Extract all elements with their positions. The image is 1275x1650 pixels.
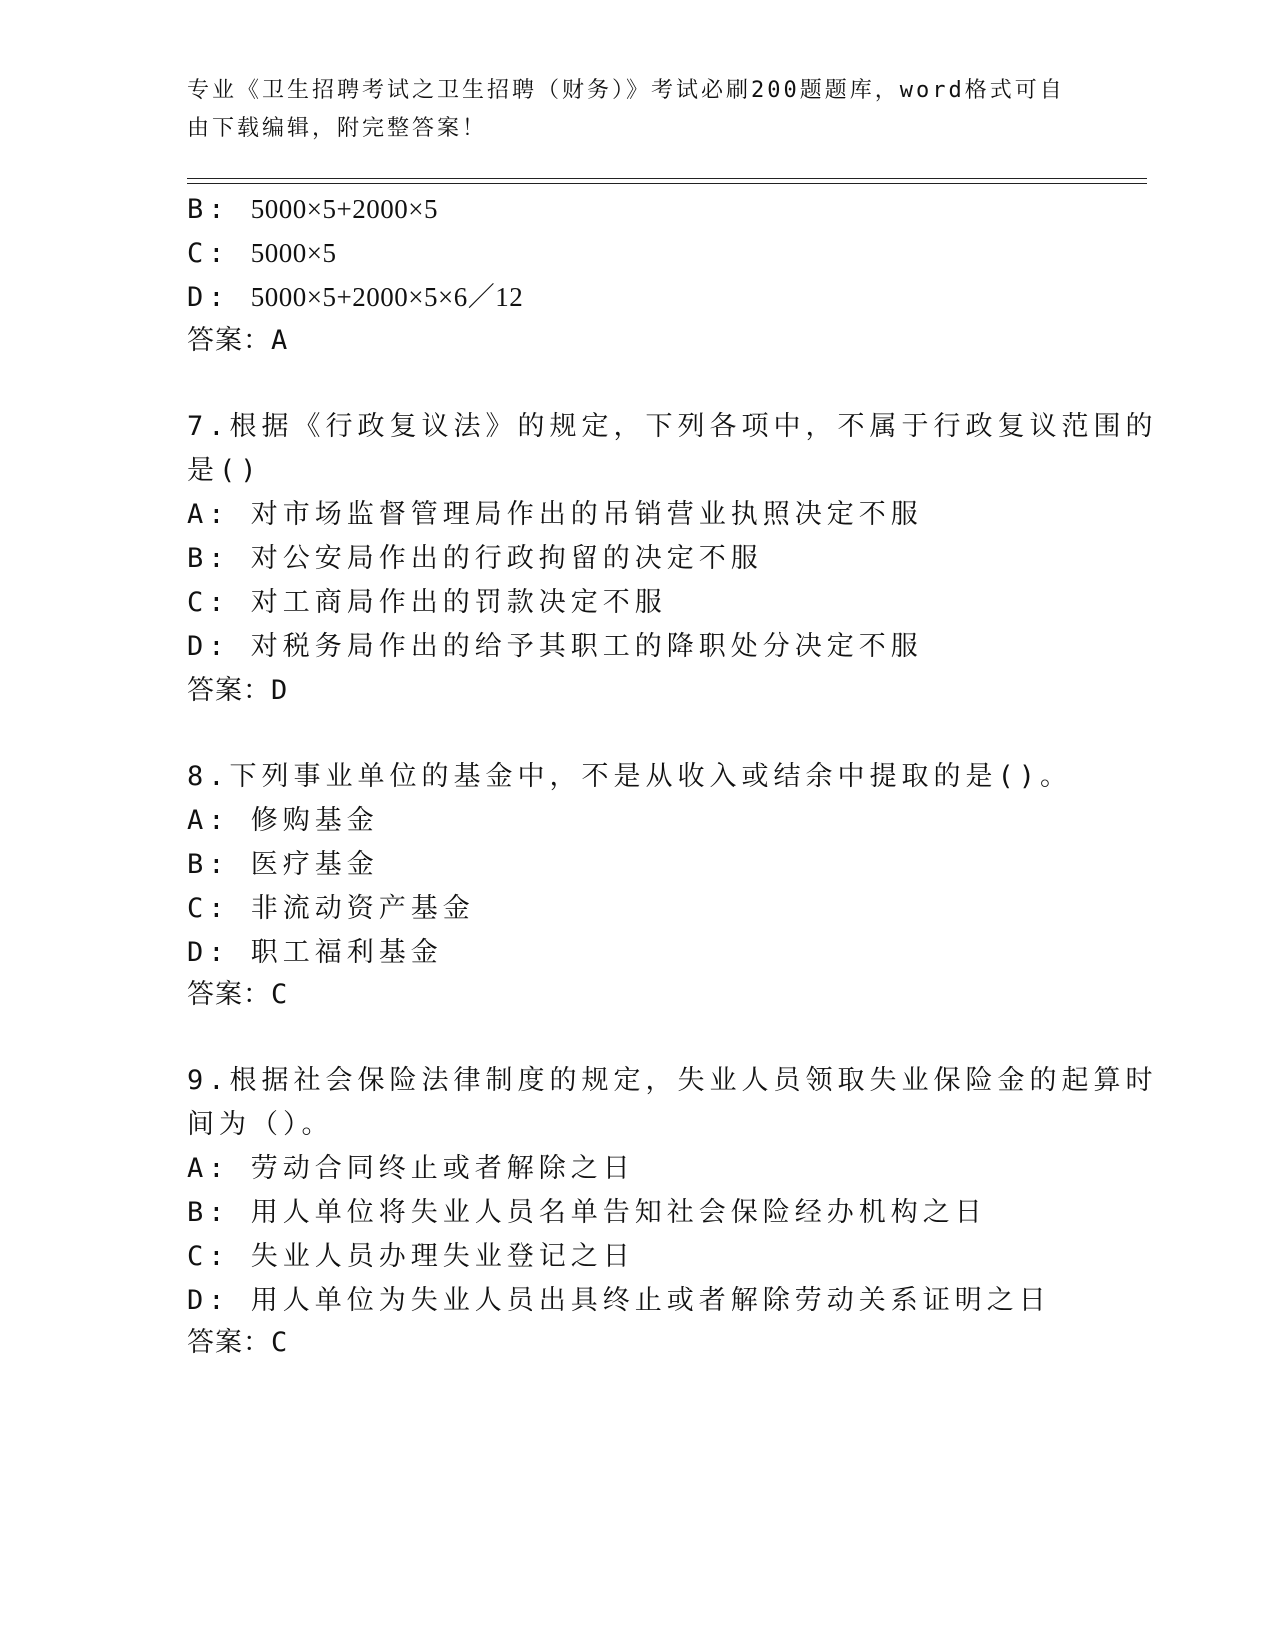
question-9-option-c: C: 失业人员办理失业登记之日 <box>187 1241 635 1272</box>
prev-option-d: D: 5000×5+2000×5×6／12 <box>187 282 524 313</box>
header-divider-bottom <box>187 183 1147 184</box>
question-9-option-d: D: 用人单位为失业人员出具终止或者解除劳动关系证明之日 <box>187 1285 1051 1316</box>
header-line-2: 由下载编辑，附完整答案！ <box>187 116 488 141</box>
question-8-answer: 答案：C <box>187 979 289 1010</box>
question-7-option-a: A: 对市场监督管理局作出的吊销营业执照决定不服 <box>187 499 923 530</box>
question-7-stem-line-1: 7.根据《行政复议法》的规定，下列各项中，不属于行政复议范围的 <box>187 411 1158 442</box>
question-7-option-d: D: 对税务局作出的给予其职工的降职处分决定不服 <box>187 631 923 662</box>
question-8-option-d: D: 职工福利基金 <box>187 937 443 968</box>
document-header <box>187 72 1067 148</box>
question-7-option-b: B: 对公安局作出的行政拘留的决定不服 <box>187 543 763 574</box>
prev-answer: 答案：A <box>187 325 289 356</box>
header-line-1: 专业《卫生招聘考试之卫生招聘（财务）》考试必刷200题题库，word格式可自 <box>187 78 1065 103</box>
question-7-answer: 答案：D <box>187 675 289 706</box>
prev-option-b: B: 5000×5+2000×5 <box>187 194 438 225</box>
header-divider-top <box>187 178 1147 179</box>
question-7-stem-line-2: 是() <box>187 455 262 486</box>
question-7-option-c: C: 对工商局作出的罚款决定不服 <box>187 587 667 618</box>
question-9-stem-line-1: 9.根据社会保险法律制度的规定，失业人员领取失业保险金的起算时 <box>187 1065 1158 1096</box>
question-8-option-a: A: 修购基金 <box>187 805 379 836</box>
question-9-option-b: B: 用人单位将失业人员名单告知社会保险经办机构之日 <box>187 1197 987 1228</box>
question-8-stem-line-1: 8.下列事业单位的基金中，不是从收入或结余中提取的是()。 <box>187 761 1073 792</box>
question-9-option-a: A: 劳动合同终止或者解除之日 <box>187 1153 635 1184</box>
question-8-option-c: C: 非流动资产基金 <box>187 893 475 924</box>
prev-option-c: C: 5000×5 <box>187 238 337 269</box>
question-9-answer: 答案：C <box>187 1327 289 1358</box>
question-8-option-b: B: 医疗基金 <box>187 849 379 880</box>
question-9-stem-line-2: 间为（）。 <box>187 1109 334 1140</box>
